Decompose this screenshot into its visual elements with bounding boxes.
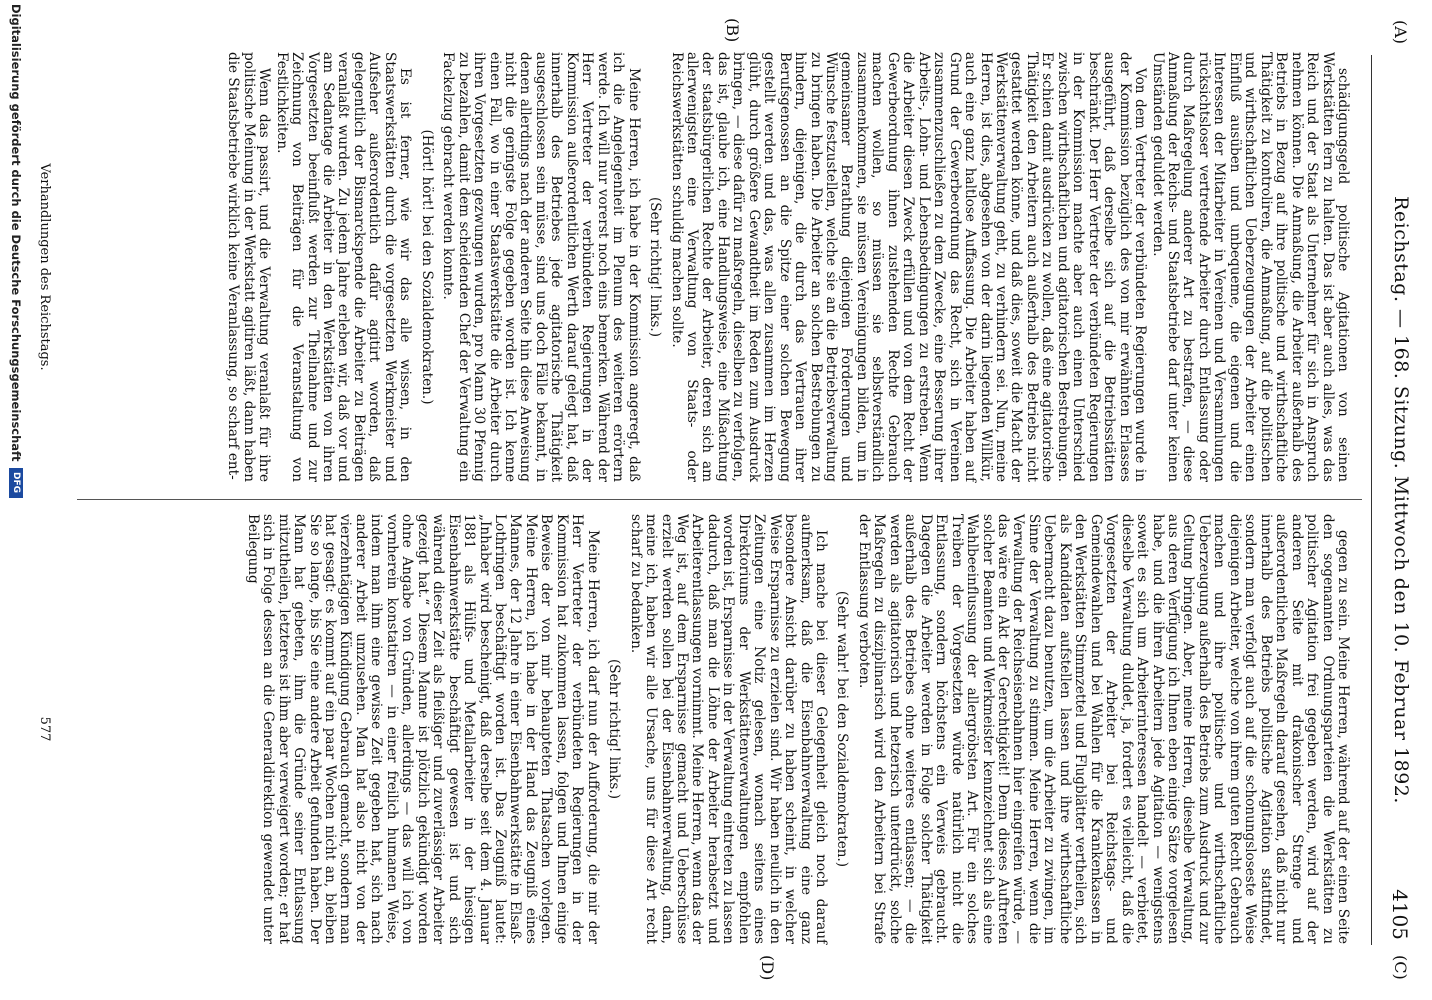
paragraph: gegen zu sein. Meine Herren, während auf der einen Seite den sogenannten Ordnungsparteien die Werkstätten zu politischer Agitation frei gegeben werden, wird auf der anderen Seite mit drakonischer Strenge und außerordentlichen Maßregeln darauf gesehen, daß nicht nur innerhalb des Betriebs politische Agitation stattfindet, sondern man verfolgt auch auf die schonungsloseste Weise diejenigen Arbeiter, welche von ihrem guten Recht Gebrauch machen und ihre politische und wirthschaftliche Ueberzeugung außerhalb des Betriebs zum Ausdruck und zur Geltung bringen. Aber, meine Herren, dieselbe Verwaltung, aus deren Verfügung ich Ihnen eben einige Sätze vorgelesen habe, und die ihren Arbeitern jede Agitation — wenigstens soweit es sich um Arbeiterinteressen handelt — verbietet, dieselbe Verwaltung duldet, ja, fordert es vielleicht, daß die Vorgesetzten der Arbeiter bei Reichstags- und Gemeindewahlen und bei Wahlen für die Krankenkassen in den Werkstätten Stimmzettel und Flugblätter vertheilen, sich als Kandidaten aufstellen lassen und ihre wirthschaftliche Uebermacht dazu benutzen, um die Arbeiter zu zwingen, im Sinne der Verwaltung zu stimmen. Meine Herren, wenn die Verwaltung der Reichseisenbahnen hier eingreifen würde, — das wäre ein Akt der Gerechtigkeit! Denn dieses Auftreten solcher Beamten und Werkmeister kennzeichnet sich als eine Wahlbeeinflussung der allergröbsten Art. Für ein solches Treiben der Vorgesetzten würde natürlich nicht die Entlassung, sondern höchstens ein Verweis gebraucht. Dagegen die Arbeiter werden in Folge solcher Thätigkeit außerhalb des Betriebes ohne weiteres entlassen; — die werden als agitatorisch und hetzerisch unterdrückt, solche Maßregeln zu disziplinarisch wird den Arbeitern bei Strafe der Entlassung verboten. [855, 514, 1351, 944]
margin-marker-c: (C) [1391, 955, 1410, 980]
margin-marker-b: (B) [723, 18, 742, 43]
paragraph: Meine Herren, ich habe in der Kommission angeregt, daß ich die Angelegenheit im Plenum des weiteren erörtern werde. Ich will nur vorerst noch eins bemerken. Während der Herr Vertreter der verbündeten Regierungen in der Kommission außerordentlichen Werth darauf gelegt hat, daß innerhalb des Betriebes jede agitatorische Thätigkeit ausgeschlossen sein müsse, sind uns doch Fälle bekannt, in denen allerdings nach der anderen Seite hin diese Anweisung nicht die geringste Folge gegeben worden ist. Ich kenne einen Fall, wo in einer Staatswerkstätte die Arbeiter durch ihren Vorgesetzten gezwungen wurden, pro Mann 30 Pfennig zu bezahlen, damit dem scheidenden Chef der Verwaltung ein Fackelzug gebracht werden konnte. [440, 52, 642, 482]
credit-text: Digitalisierung gefördert durch die Deutsche Forschungsgemeinschaft [9, 4, 23, 462]
interjection: (Sehr wahr! bei den Sozialdemokraten.) [834, 590, 851, 868]
page-header [1362, 60, 1412, 940]
paragraph: Von dem Vertreter der verbündeten Regierungen wurde in der Kommission bezüglich des von mir erwähnten Erlasses ausgeführt, daß derselbe sich auf die Betriebsstätten beschränkt. Der Herr Vertreter der verbündeten Regierungen in der Kommission machte aber auch einen Unterschied zwischen wirthschaftlichen und agitatorischen Bestrebungen. Er schien damit ausdrücken zu wollen, daß eine agitatorische Thätigkeit den Arbeitern auch außerhalb des Betriebs nicht gestattet werden könne, und daß dies, soweit die Macht der Werkstättenverwaltung geht, zu verhindern sei. Nun, meine Herren, ist dies, abgesehen von der darin liegenden Willkür, auch eine ganz haltlose Auffassung. Die Arbeiter haben auf Grund der Gewerbeordnung das Recht, sich in Vereinen zusammenzuschließen zu dem Zwecke, eine Besserung ihrer Arbeits-, Lohn- und Lebensbedingungen zu erstreben. Wenn die Arbeiter diesen Zweck erfüllen und von dem Recht der Gewerbeordnung ihnen zustehenden Rechte Gebrauch machen wollen, so müssen sie selbstverständlich zusammenkommen, sie müssen Vereinigungen bilden, um in gemeinsamer Berathung diejenigen Forderungen und Wünsche festzustellen, welche sie an die Betriebsverwaltung zu bringen haben. Die Arbeiter an solchen Bestrebungen zu hindern, diejenigen, die durch das Vertrauen ihrer Berufsgenossen an die Spitze einer solchen Bewegung gestellt werden und das, was allen zusammen im Herzen glüht, durch größere Gewandtheit im Reden zum Ausdruck bringen, — diese dafür zu maßregeln, dieselben zu verfolgen, das ist, glaube ich, eine Handlungsweise, eine Mißachtung der staatsbürgerlichen Rechte der Arbeiter, deren sich am allerwenigsten eine Verwaltung von Staats- oder Reichswerkstätten schuldig machen sollte. [668, 52, 1149, 482]
digitization-credit [5, 0, 27, 1000]
header-rule [1371, 55, 1372, 945]
footer-sheet-number: 577 [37, 716, 52, 742]
paragraph: Ich mache bei dieser Gelegenheit gleich noch darauf aufmerksam, daß die Eisenbahnverwaltung eine ganz besondere Ansicht darüber zu haben scheint, in welcher Weise Ersparnisse zu erzielen sind. Wir haben neulich in den Zeitungen eine Notiz gelesen, wonach seitens eines Direktoriums der Werkstättenverwaltungen empfohlen worden ist, Ersparnisse in der Verwaltung eintreten zu lassen dadurch, daß man die Löhne der Arbeiter herabsetzt und Arbeiterentlassungen vornimmt. Meine Herren, wenn das der Weg ist, auf dem Ersparnisse gemacht und Ueberschüsse erzielt werden sollen bei der Eisenbahnverwaltung, dann, meine ich, haben wir alle Ursache, uns für diese Art recht scharf zu bedanken. [627, 514, 830, 944]
paragraph: Es ist ferner, wie wir das alle wissen, in den Staatswerkstätten durch die vorgesetzten Werkmeister und Aufseher außerordentlich dafür agitirt worden, daß gelegentlich der Bismarckspende die Arbeiter zu Beiträgen veranlaßt wurden. Zu jedem Jahre erleben wir, daß vor und am Sedantage die Arbeiter in den Werkstätten von ihren Vorgesetzten beeinflußt werden zur Theilnahme und zur Zeichnung von Beiträgen für die Veranstaltung von Festlichkeiten. [273, 52, 414, 482]
margin-marker-a: (A) [1391, 20, 1410, 45]
interjection: (Hört! hört! bei den Sozialdemokraten.) [418, 129, 435, 405]
column-divider [77, 499, 1362, 500]
footer-signature: Verhandlungen des Reichstags. [37, 163, 52, 371]
paragraph: Wenn das passirt, und die Verwaltung veranlaßt für ihre politische Meinung in der Werkstatt agitiren läßt, dann haben die Staatsbetriebe wirklich keine Veranlassung, so scharf ent- [225, 52, 273, 482]
page-title: Reichstag. — 168. Sitzung. Mittwoch den 10. Februar 1892. [1390, 196, 1412, 804]
interjection: (Sehr richtig! links.) [647, 196, 664, 338]
right-column [242, 514, 1350, 944]
page-number: 4105 [1388, 889, 1412, 940]
margin-marker-d: (D) [758, 955, 777, 981]
left-column [223, 52, 1350, 482]
paragraph: schädigungsgeld politische Agitationen von seinen Werkstätten fern zu halten. Das ist aber auch alles, was das Reich und der Staat als Unternehmer für sich in Anspruch nehmen können. Die Anmaßung, die Arbeiter außerhalb des Betriebs in Bezug auf ihre politische und wirthschaftliche Thätigkeit zu kontroliren, die Anmaßung, auf die politischen und wirthschaftlichen Ueberzeugungen der Arbeiter einen Einfluß ausüben und unbequeme, die eigenen und die Interessen der Mitarbeiter in Vereinen und Versammlungen rücksichtsloser vertretende Arbeiter durch Entlassung oder durch Maßregelung anderer Art zu bestrafen, — diese Anmaßung der Reichs- und Staatsbetriebe darf unter keinen Umständen geduldet werden. [1149, 52, 1351, 482]
paragraph: Meine Herren, ich darf nun der Aufforderung, die mir der Herr Vertreter der verbündeten Regierungen in der Kommission hat zukommen lassen, folgen und Ihnen einige Beweise der von mir behaupteten Thatsachen vorlegen. Meine Herren, ich habe in der Hand das Zeugniß eines Mannes, der 12 Jahre in einer Eisenbahnwerkstätte in Elsaß-Lothringen beschäftigt worden ist. Das Zeugniß lautet: „Inhaber wird bescheinigt, daß derselbe seit dem 4. Januar 1881 als Hülfs- und Metallarbeiter in der hiesigen Eisenbahnwerkstätte beschäftigt gewesen ist und sich während dieser Zeit als fleißiger und zuverlässiger Arbeiter gezeigt hat.“ Diesem Manne ist plötzlich gekündigt worden ohne Angabe von Gründen, allerdings — das will ich von vornherein konstatiren — in einer freilich humanen Weise, indem man ihm eine gewisse Zeit gegeben hat, sich nach anderer Arbeit umzusehen. Man hat also nicht von der vierzehntägigen Kündigung Gebrauch gemacht, sondern man hat gesagt: es kommt auf ein paar Wochen nicht an, bleiben Sie so lange, bis Sie eine andere Arbeit gefunden haben. Der Mann hat gebeten, ihm die Gründe seiner Entlassung mitzutheilen, letzteres ist ihm aber verweigert worden; er hat sich in Folge dessen an die Generaldirektion gewendet unter Beilegung [244, 514, 601, 944]
interjection: (Sehr richtig! links.) [606, 658, 623, 800]
dfg-logo: DFG [9, 468, 23, 498]
